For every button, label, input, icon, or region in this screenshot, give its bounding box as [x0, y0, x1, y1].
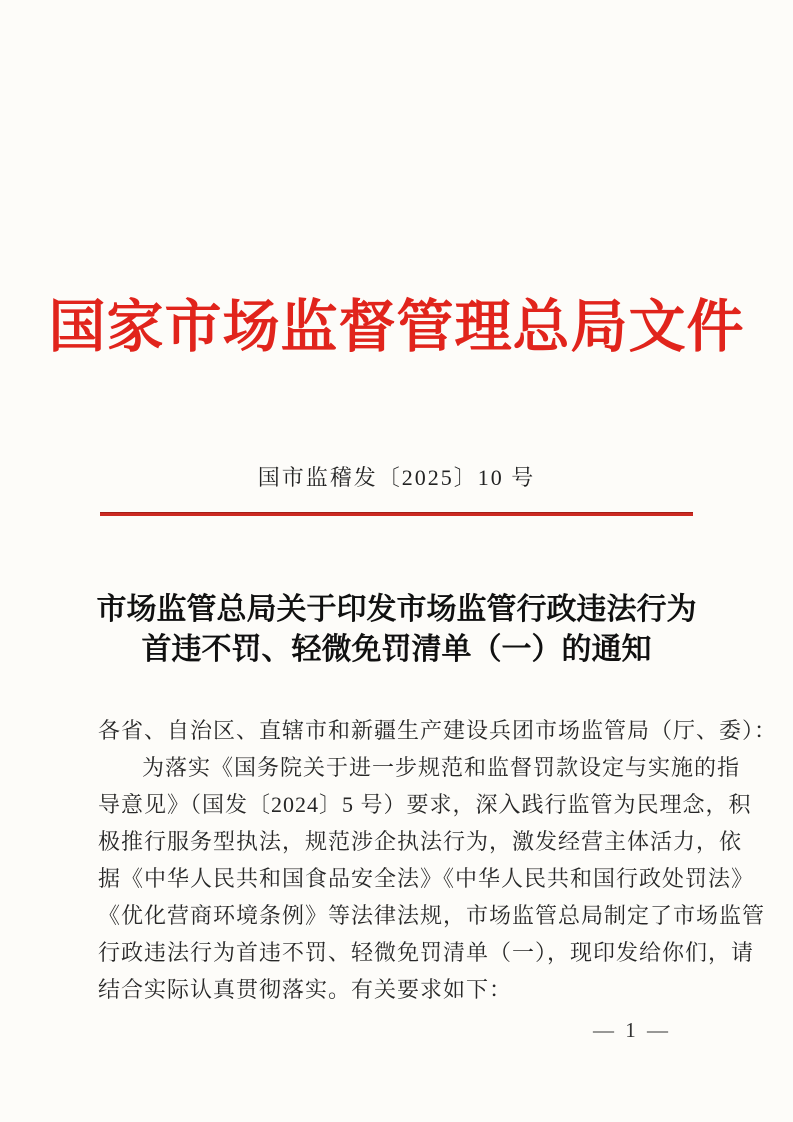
body-line: 行政违法行为首违不罚、轻微免罚清单（一），现印发给你们，请 — [98, 940, 755, 965]
notice-body — [98, 712, 778, 1008]
body-line: 据《中华人民共和国食品安全法》《中华人民共和国行政处罚法》 — [98, 866, 755, 891]
red-divider-line — [100, 512, 693, 516]
body-line: 结合实际认真贯彻落实。有关要求如下： — [98, 977, 513, 1002]
body-line: 《优化营商环境条例》等法律法规，市场监管总局制定了市场监管 — [98, 903, 766, 928]
notice-title-line-1: 市场监管总局关于印发市场监管行政违法行为 — [96, 593, 697, 626]
document-org-title: 国家市场监督管理总局文件 — [48, 296, 745, 359]
body-line: 极推行服务型执法，规范涉企执法行为，激发经营主体活力，依 — [98, 829, 743, 854]
notice-title-line-2: 首违不罚、轻微免罚清单（一）的通知 — [141, 633, 652, 666]
body-line: 导意见》（国发〔2024〕5 号）要求，深入践行监管为民理念，积 — [98, 792, 752, 817]
salutation-line: 各省、自治区、直辖市和新疆生产建设兵团市场监管局（厅、委）： — [98, 718, 778, 743]
notice-title — [0, 590, 793, 670]
page-number: — 1 — — [593, 1018, 671, 1042]
body-line: 为落实《国务院关于进一步规范和监督罚款设定与实施的指 — [142, 755, 741, 780]
document-number: 国市监稽发〔2025〕10 号 — [257, 465, 536, 490]
